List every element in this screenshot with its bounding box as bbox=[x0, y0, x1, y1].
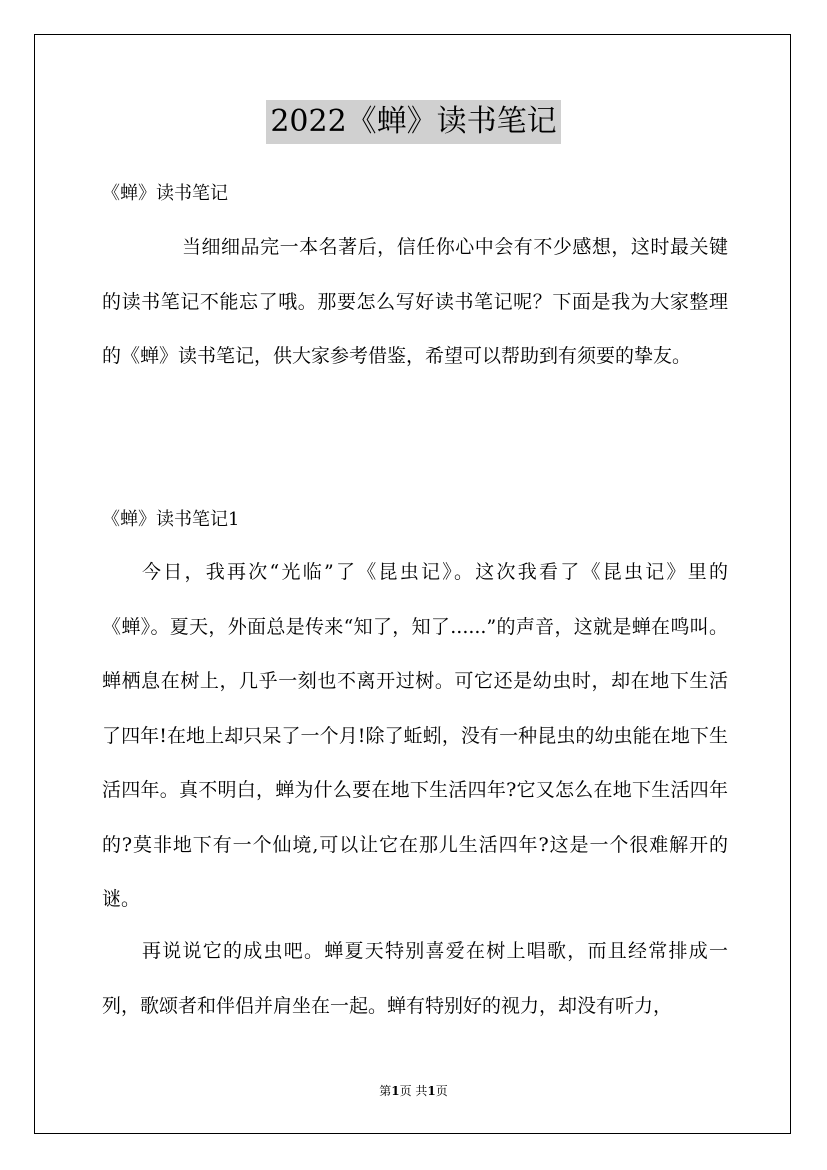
document-title: 2022《蝉》读书笔记 bbox=[266, 100, 560, 144]
note1-paragraph-2: 再说说它的成虫吧。蝉夏天特别喜爱在树上唱歌，而且经常排成一列，歌颂者和伴侣并肩坐在一起。蝉有特别好的视力，却没有听力， bbox=[102, 940, 728, 1017]
footer-prefix: 第 bbox=[379, 1084, 392, 1098]
page-footer bbox=[0, 1083, 827, 1099]
note1-paragraph-1: 今日，我再次“光临”了《昆虫记》。这次我看了《昆虫记》里的《蝉》。夏天，外面总是传来“知了，知了......”的声音，这就是蝉在鸣叫。蝉栖息在树上，几乎一刻也不离开过树。可它还是幼虫时，却在地下生活了四年!在地上却只呆了一个月!除了蚯蚓，没有一种昆虫的幼虫能在地下生活四年。真不明白，蝉为什么要在地下生活四年?它又怎么在地下生活四年的?莫非地下有一个仙境,可以让它在那儿生活四年?这是一个很难解开的谜。 bbox=[102, 561, 728, 910]
document-title-container bbox=[0, 100, 827, 144]
footer-mid: 页 共 bbox=[399, 1084, 428, 1098]
footer-current-page: 1 bbox=[391, 1084, 400, 1098]
footer-total-pages: 1 bbox=[427, 1084, 436, 1098]
intro-paragraph: 当细细品完一本名著后，信任你心中会有不少感想，这时最关键的读书笔记不能忘了哦。那要怎么写好读书笔记呢？下面是我为大家整理的《蝉》读书笔记，供大家参考借鉴，希望可以帮助到有须要的挚友。 bbox=[102, 236, 728, 367]
note1-heading: 《蝉》读书笔记1 bbox=[102, 509, 240, 530]
footer-suffix: 页 bbox=[435, 1084, 448, 1098]
section-heading: 《蝉》读书笔记 bbox=[102, 183, 228, 204]
